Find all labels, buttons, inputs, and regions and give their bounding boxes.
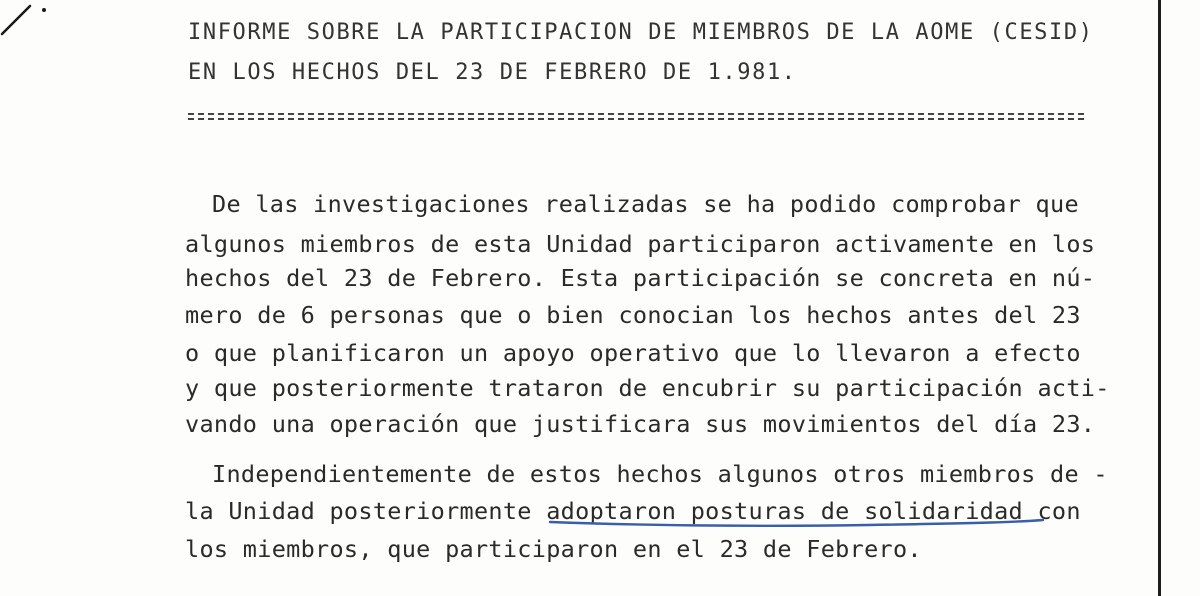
- document-title-line-1: INFORME SOBRE LA PARTICIPACION DE MIEMBROS DE LA AOME (CESID): [188, 20, 1094, 45]
- paragraph-2-line-2-start: la Unidad posteriormente: [185, 497, 547, 525]
- paragraph-1-line-2: algunos miembros de esta Unidad participaron activamente en los: [185, 230, 1096, 258]
- paragraph-1-line-1: De las investigaciones realizadas se ha podido comprobar que: [212, 190, 1079, 218]
- paragraph-2-line-1: Independientemente de estos hechos algunos otros miembros de -: [212, 460, 1108, 488]
- paragraph-1-line-7: vando una operación que justificara sus movimientos del día 23.: [185, 410, 1096, 438]
- paragraph-1-line-3: hechos del 23 de Febrero. Esta participación se concreta en nú-: [185, 264, 1096, 292]
- document-title-line-2: EN LOS HECHOS DEL 23 DE FEBRERO DE 1.981.: [188, 60, 797, 85]
- pen-stroke-mark: [0, 0, 60, 36]
- paragraph-1-line-6: y que posteriormente trataron de encubrir su participación acti-: [185, 374, 1110, 402]
- paragraph-1-line-4: mero de 6 personas que o bien conocian los hechos antes del 23: [185, 301, 1081, 329]
- paragraph-2-line-3: los miembros, que participaron en el 23 de Febrero.: [185, 535, 922, 563]
- page-edge: [1158, 0, 1161, 596]
- paragraph-1-line-5: o que planificaron un apoyo operativo que lo llevaron a efecto: [185, 339, 1081, 367]
- handwritten-underlined-phrase: adoptaron posturas de solidaridad: [546, 497, 1024, 525]
- blue-pen-underline: [548, 516, 1048, 530]
- title-separator: [188, 113, 1084, 123]
- paragraph-2-line-2-end: con: [1023, 497, 1081, 525]
